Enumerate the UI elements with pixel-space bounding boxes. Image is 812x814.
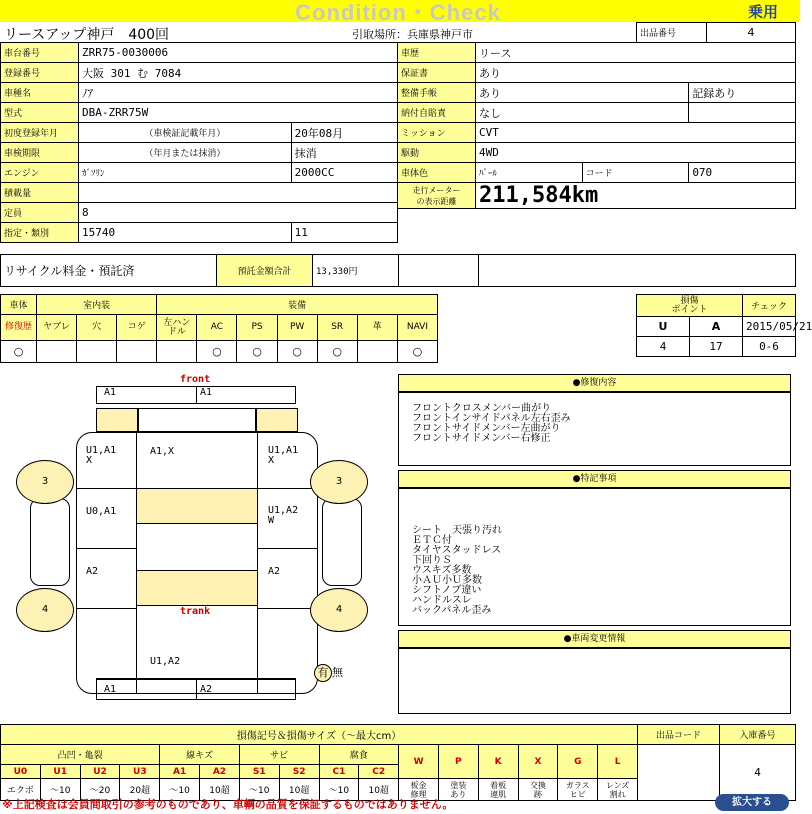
code-s1: S1: [239, 765, 279, 779]
label-inspection: 車検期限: [1, 143, 79, 163]
value-transmission: CVT: [476, 123, 796, 143]
label-left-fender: U1,A1 X: [86, 445, 117, 466]
vehicle-kind: 乗用: [747, 3, 778, 21]
u-value: 4: [637, 337, 690, 357]
lot-label: 出品番号: [637, 23, 707, 43]
sub-inspection: （年月または抹消）: [79, 143, 292, 163]
mark-p: P: [438, 745, 478, 779]
change-panel: [398, 648, 791, 714]
equip-val-6: ○: [237, 341, 277, 363]
value-capacity: 8: [79, 203, 398, 223]
label-registration: 登録番号: [1, 63, 79, 83]
mark-desc-4: ガラス ヒビ: [558, 779, 598, 801]
left-mirror-step: [30, 498, 70, 586]
code-label: 出品コード: [638, 725, 720, 745]
label-rear-left: A1: [104, 684, 117, 695]
group-scratch: 線キズ: [160, 745, 240, 765]
front-grille: [138, 408, 256, 432]
recycle-label: リサイクル料金・預託済: [1, 255, 217, 287]
auction-name: リースアップ神戸 400回: [4, 27, 170, 43]
toggle-on[interactable]: 有: [314, 664, 332, 682]
notes-item: シート 天張り汚れ: [412, 525, 502, 536]
label-front-left: A1: [104, 387, 117, 398]
rear-window: [136, 570, 258, 606]
lot-value: 4: [707, 23, 796, 43]
equip-val-4: [157, 341, 197, 363]
notes-item: 下回りＳ: [412, 555, 452, 566]
change-header: ●車両変更情報: [398, 630, 791, 648]
group-corrosion: 腐食: [319, 745, 399, 765]
disclaimer: ※上記検査は会員間取引の参考のものであり、車輌の品質を保証するものではありません。: [2, 798, 454, 811]
label-chassis: 車台番号: [1, 43, 79, 63]
equip-col-6: PS: [237, 315, 277, 341]
mark-k: K: [478, 745, 518, 779]
size-7: 10超: [279, 779, 319, 801]
value-class: 11: [291, 223, 397, 243]
label-color: 車体色: [398, 163, 476, 183]
label-designation: 指定・類別: [1, 223, 79, 243]
mark-desc-2: 着板 違肌: [478, 779, 518, 801]
equip-col-4: 左ハン ドル: [157, 315, 197, 341]
label-engine: エンジン: [1, 163, 79, 183]
wheel-rear-right: 4: [310, 588, 368, 632]
label-left-door: U0,A1: [86, 506, 117, 517]
size-9: 10超: [359, 779, 399, 801]
repair-item: フロントクロスメンバー曲がり: [412, 403, 552, 414]
zoom-button[interactable]: 拡大する: [715, 794, 789, 811]
size-8: 〜10: [319, 779, 359, 801]
equip-col-2: 穴: [77, 315, 117, 341]
equip-col-7: PW: [277, 315, 317, 341]
equip-col-5: AC: [197, 315, 237, 341]
front-label: front: [180, 374, 211, 385]
size-4: 〜10: [160, 779, 200, 801]
vehicle-info-right: [397, 42, 796, 209]
label-warranty: 保証書: [398, 63, 476, 83]
label-right-fender: U1,A1 X: [268, 445, 299, 466]
equip-col-10: NAVI: [397, 315, 437, 341]
damage-point-table: [636, 294, 812, 357]
car-center: [136, 432, 258, 694]
equip-val-9: [357, 341, 397, 363]
group-dent: 凸凹・亀裂: [1, 745, 160, 765]
size-0: エクボ: [1, 779, 41, 801]
equip-header-equipment: 装備: [157, 295, 438, 315]
value-odometer: 211,584km: [476, 183, 796, 209]
label-hood: A1,X: [150, 446, 175, 457]
damage-legend: [0, 724, 796, 801]
lot-box: [636, 22, 796, 43]
pickup-location: 引取場所：兵庫県神戸市: [352, 28, 473, 41]
mark-x: X: [518, 745, 558, 779]
mark-w: W: [399, 745, 439, 779]
check-grade: 0-6: [743, 337, 796, 357]
check-date: 2015/05/21: [743, 317, 796, 337]
label-type: 型式: [1, 103, 79, 123]
notes-item: ＥＴＣ付: [412, 535, 452, 546]
recycle-total: 13,330円: [313, 255, 399, 287]
toggle-off[interactable]: 無: [332, 666, 343, 679]
value-color: ﾊﾟｰﾙ: [476, 163, 583, 183]
entry-value: 4: [720, 745, 796, 801]
sub-engine: ｶﾞｿﾘﾝ: [79, 163, 292, 183]
label-rear-right: A2: [200, 684, 213, 695]
value-warranty: あり: [476, 63, 796, 83]
size-2: 〜20: [80, 779, 120, 801]
mark-g: G: [558, 745, 598, 779]
value-history: リース: [476, 43, 796, 63]
a-label: A: [690, 317, 743, 337]
label-odometer: 走行メーター の表示距離: [398, 183, 476, 209]
legend-title: 損傷記号＆損傷サイズ（〜最大cm）: [1, 725, 638, 745]
code-u1: U1: [40, 765, 80, 779]
equip-val-8: ○: [317, 341, 357, 363]
mark-desc-1: 塗装 あり: [438, 779, 478, 801]
vehicle-info-left: [0, 42, 398, 243]
label-front-right: A1: [200, 387, 213, 398]
label-first-reg: 初度登録年月: [1, 123, 79, 143]
code-c2: C2: [359, 765, 399, 779]
value-insurance: なし: [476, 103, 689, 123]
equip-val-2: [77, 341, 117, 363]
a-value: 17: [690, 337, 743, 357]
recycle-row: [0, 254, 796, 287]
mark-desc-3: 交換 跡: [518, 779, 558, 801]
headlight-left: [96, 408, 138, 432]
value-first-reg: 20年08月: [291, 123, 397, 143]
size-6: 〜10: [239, 779, 279, 801]
code-u0: U0: [1, 765, 41, 779]
value-maintenance: あり: [476, 83, 689, 103]
value-type: DBA-ZRR75W: [79, 103, 398, 123]
sub-first-reg: （車検証記載年月）: [79, 123, 292, 143]
size-1: 〜10: [40, 779, 80, 801]
equip-val-3: [117, 341, 157, 363]
repair-item: フロントインサイドパネル左右歪み: [412, 413, 571, 424]
equip-col-9: 革: [357, 315, 397, 341]
code-c1: C1: [319, 765, 359, 779]
code-a2: A2: [200, 765, 240, 779]
equip-col-1: ヤブレ: [37, 315, 77, 341]
notes-item: シフトノブ違い: [412, 585, 482, 596]
repair-item: フロントサイドメンバー左曲がり: [412, 423, 561, 434]
mark-desc-5: レンズ 割れ: [598, 779, 638, 801]
size-5: 10超: [200, 779, 240, 801]
mark-l: L: [598, 745, 638, 779]
notes-item: ハンドルスレ: [412, 595, 472, 606]
headlight-right: [256, 408, 298, 432]
equip-header-body: 車体: [1, 295, 37, 315]
equip-val-1: [37, 341, 77, 363]
equip-col-0: 修復歴: [1, 315, 37, 341]
car-diagram: [0, 372, 396, 718]
value-registration: 大阪 301 む 7084: [79, 63, 398, 83]
value-color-code: 070: [689, 163, 796, 183]
label-model-name: 車種名: [1, 83, 79, 103]
value-model-name: ﾉｱ: [79, 83, 398, 103]
equip-val-7: ○: [277, 341, 317, 363]
code-s2: S2: [279, 765, 319, 779]
page-title: Condition・Check: [295, 0, 501, 25]
repair-item: フロントサイドメンバー右修正: [412, 433, 551, 444]
group-rust: サビ: [239, 745, 319, 765]
windshield: [136, 488, 258, 524]
right-mirror-step: [322, 498, 362, 586]
wheel-front-left: 3: [16, 460, 74, 504]
value-chassis: ZRR75-0030006: [79, 43, 398, 63]
equip-col-8: SR: [317, 315, 357, 341]
notes-item: バックパネル歪み: [412, 605, 492, 616]
label-right-quarter: A2: [268, 566, 281, 577]
repair-header: ●修復内容: [398, 374, 791, 392]
header-bar: [0, 0, 800, 25]
label-capacity: 定員: [1, 203, 79, 223]
label-load: 積載量: [1, 183, 79, 203]
value-load: [79, 183, 398, 203]
recycle-total-label: 預託金額合計: [217, 255, 313, 287]
notes-item: 小ＡＵ小Ｕ多数: [412, 575, 482, 586]
equip-col-3: コゲ: [117, 315, 157, 341]
code-u2: U2: [80, 765, 120, 779]
code-u3: U3: [120, 765, 160, 779]
label-drive: 駆動: [398, 143, 476, 163]
damage-point-header: 損傷 ポイント: [637, 295, 743, 317]
equip-val-5: ○: [197, 341, 237, 363]
mark-desc-0: 板金 修理: [399, 779, 439, 801]
value-inspection: 抹消: [291, 143, 397, 163]
equip-header-interior: 室内装: [37, 295, 157, 315]
value-designation: 15740: [79, 223, 292, 243]
trank-label: trank: [180, 606, 211, 617]
notes-header: ●特記事項: [398, 470, 791, 488]
label-transmission: ミッション: [398, 123, 476, 143]
code-a1: A1: [160, 765, 200, 779]
value-drive: 4WD: [476, 143, 796, 163]
entry-label: 入庫番号: [720, 725, 796, 745]
label-history: 車歴: [398, 43, 476, 63]
label-left-quarter: A2: [86, 566, 99, 577]
label-color-code: コード: [582, 163, 689, 183]
check-header: チェック: [743, 295, 796, 317]
notes-item: ウスキズ多数: [412, 565, 472, 576]
wheel-rear-left: 4: [16, 588, 74, 632]
notes-list: [412, 526, 502, 616]
label-maintenance: 整備手帳: [398, 83, 476, 103]
label-right-door: U1,A2 W: [268, 505, 299, 526]
value-maintenance-record: 記録あり: [689, 83, 796, 103]
equipment-table: [0, 294, 438, 363]
u-label: U: [637, 317, 690, 337]
size-3: 20超: [120, 779, 160, 801]
repair-list: [412, 404, 571, 444]
label-insurance: 納付自賠責: [398, 103, 476, 123]
equip-val-0: ○: [1, 341, 37, 363]
equip-val-10: ○: [397, 341, 437, 363]
label-tailgate: U1,A2: [150, 656, 181, 667]
has-none-toggle[interactable]: [314, 664, 354, 688]
wheel-front-right: 3: [310, 460, 368, 504]
value-engine: 2000CC: [291, 163, 397, 183]
notes-item: タイヤスタッドレス: [412, 545, 502, 556]
